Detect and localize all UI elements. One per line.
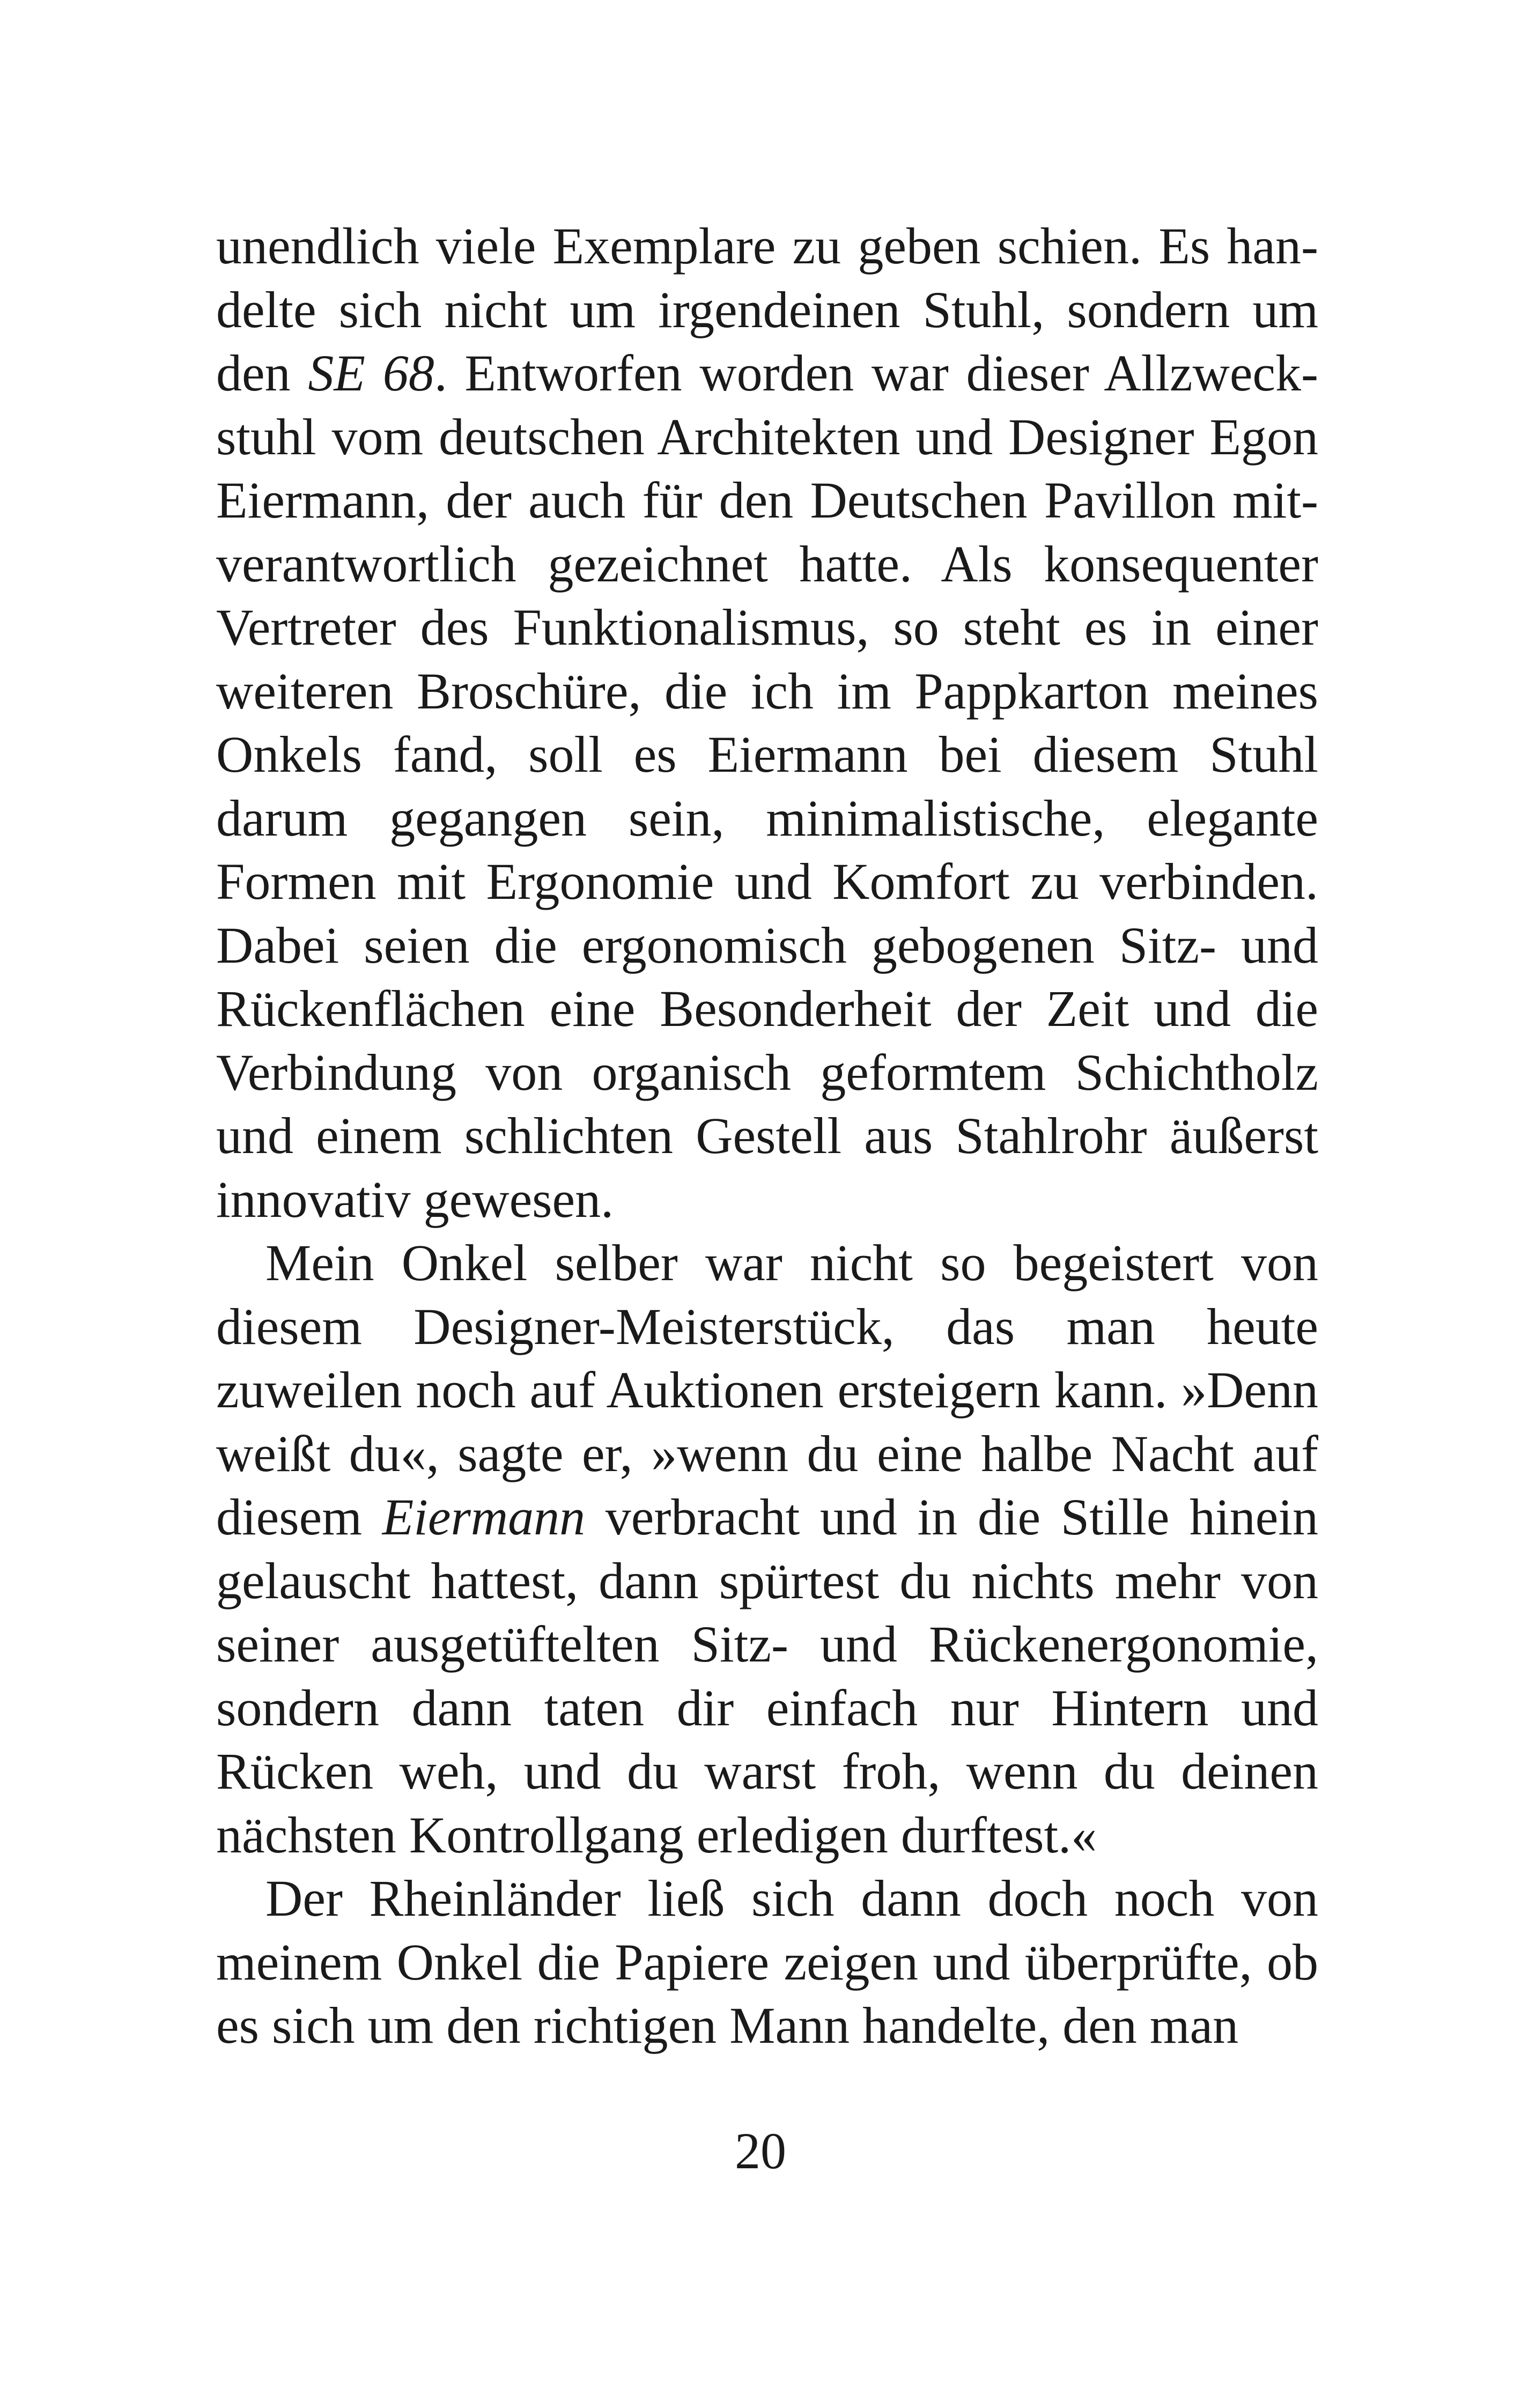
text-line	[216, 342, 1318, 405]
text-segment: Rückenflächen eine Besonderheit der Zeit und die	[216, 980, 1318, 1037]
text-segment: darum gegangen sein, minimalistische, elegante	[216, 789, 1318, 847]
text-line	[216, 1104, 1318, 1168]
text-segment: Formen mit Ergonomie und Komfort zu verbinden.	[216, 853, 1318, 910]
text-segment: Eiermann, der auch für den Deutschen Pavillon mit-	[216, 471, 1318, 529]
text-line	[216, 1613, 1318, 1676]
text-line	[216, 215, 1318, 278]
text-segment: es sich um den richtigen Mann handelte, den man	[216, 1997, 1239, 2054]
text-segment: Onkels fand, soll es Eiermann bei diesem Stuhl	[216, 726, 1318, 783]
text-line	[216, 1168, 1318, 1232]
text-line	[216, 914, 1318, 978]
text-line	[216, 1804, 1318, 1867]
text-segment: verbracht und in die Stille hinein	[585, 1488, 1318, 1546]
text-line	[216, 1231, 1318, 1295]
text-segment: und einem schlichten Gestell aus Stahlrohr äußerst	[216, 1107, 1318, 1164]
text-line	[216, 596, 1318, 660]
italic-text: Eiermann	[382, 1488, 586, 1546]
text-line	[216, 1740, 1318, 1804]
text-line	[216, 1994, 1318, 2058]
text-segment: nächsten Kontrollgang erledigen durftest.«	[216, 1806, 1097, 1864]
text-segment: . Entworfen worden war dieser Allzweck-	[434, 344, 1318, 402]
text-line	[216, 1549, 1318, 1613]
text-line	[216, 660, 1318, 723]
text-line	[216, 1676, 1318, 1740]
text-line	[216, 405, 1318, 469]
text-line	[216, 469, 1318, 533]
text-line	[216, 787, 1318, 851]
text-segment: unendlich viele Exemplare zu geben schien. Es han-	[216, 217, 1318, 275]
text-line	[216, 1422, 1318, 1486]
text-line	[216, 278, 1318, 342]
text-segment: Vertreter des Funktionalismus, so steht es in einer	[216, 599, 1318, 656]
text-line	[216, 850, 1318, 914]
text-segment: weiteren Broschüre, die ich im Pappkarton meines	[216, 662, 1318, 720]
text-line	[216, 977, 1318, 1041]
text-line	[216, 1486, 1318, 1549]
body-text	[216, 215, 1318, 2058]
text-line	[216, 533, 1318, 596]
text-line	[216, 1358, 1318, 1422]
text-segment: seiner ausgetüftelten Sitz- und Rückenergonomie,	[216, 1615, 1318, 1673]
text-segment: stuhl vom deutschen Architekten und Designer Egon	[216, 408, 1318, 466]
text-line	[216, 1931, 1318, 1995]
text-segment: den	[216, 344, 308, 402]
text-line	[216, 1867, 1318, 1931]
text-segment: Verbindung von organisch geformtem Schichtholz	[216, 1043, 1318, 1101]
text-line	[216, 1295, 1318, 1359]
text-segment: innovativ gewesen.	[216, 1170, 614, 1228]
text-line	[216, 723, 1318, 787]
text-segment: Dabei seien die ergonomisch gebogenen Sitz- und	[216, 916, 1318, 974]
text-segment: sondern dann taten dir einfach nur Hintern und	[216, 1679, 1318, 1737]
text-segment: diesem Designer-Meisterstück, das man heute	[216, 1297, 1318, 1355]
text-segment: meinem Onkel die Papiere zeigen und überprüfte, ob	[216, 1933, 1318, 1991]
text-segment: Mein Onkel selber war nicht so begeistert von	[265, 1234, 1318, 1291]
text-segment: weißt du«, sagte er, »wenn du eine halbe Nacht auf	[216, 1424, 1318, 1482]
text-segment: diesem	[216, 1488, 382, 1546]
text-segment: zuweilen noch auf Auktionen ersteigern kann. »Denn	[216, 1361, 1318, 1419]
text-segment: Der Rheinländer ließ sich dann doch noch von	[265, 1870, 1318, 1927]
text-segment: gelauscht hattest, dann spürtest du nichts mehr von	[216, 1552, 1318, 1609]
text-line	[216, 1041, 1318, 1105]
italic-text: SE 68	[308, 344, 434, 402]
text-segment: Rücken weh, und du warst froh, wenn du deinen	[216, 1742, 1318, 1800]
text-segment: verantwortlich gezeichnet hatte. Als konsequenter	[216, 535, 1318, 593]
text-segment: delte sich nicht um irgendeinen Stuhl, sondern um	[216, 280, 1318, 338]
page-number: 20	[735, 2122, 786, 2180]
